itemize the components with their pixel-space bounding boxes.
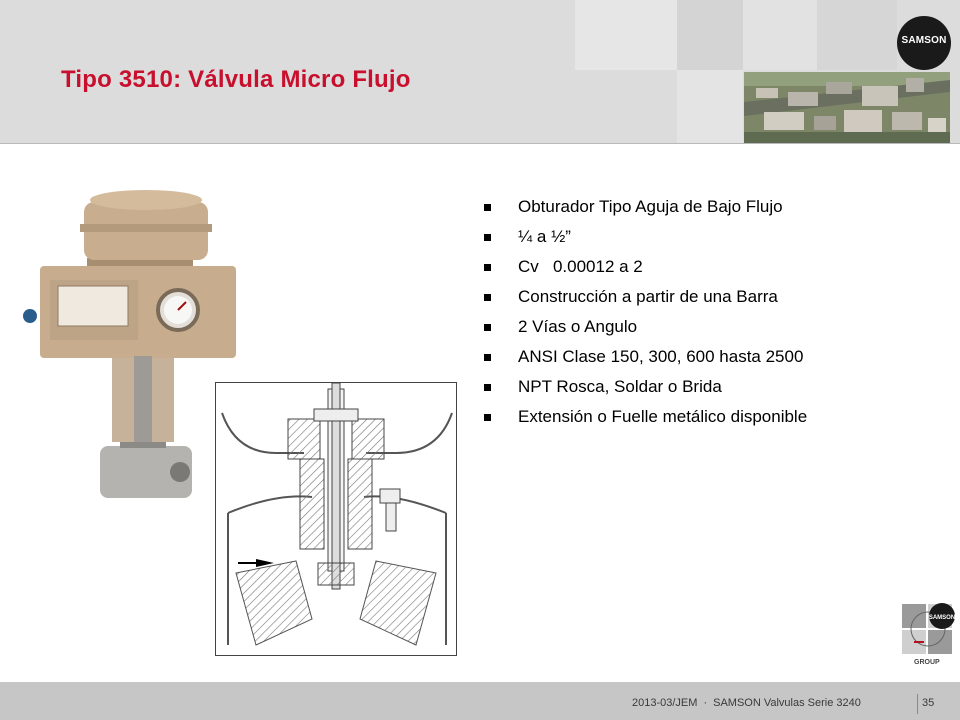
feature-item [484, 282, 807, 312]
feature-item [484, 222, 807, 252]
header-tile [743, 0, 817, 70]
bullet-square-icon [484, 324, 491, 331]
feature-text: NPT Rosca, Soldar o Brida [518, 377, 722, 396]
feature-item [484, 312, 807, 342]
samson-group-logo [900, 596, 956, 668]
bullet-square-icon [484, 294, 491, 301]
feature-item [484, 252, 807, 282]
feature-item [484, 342, 807, 372]
feature-item [484, 192, 807, 222]
header-tile [817, 0, 897, 70]
group-logo-label: GROUP [914, 659, 940, 666]
bullet-square-icon [484, 384, 491, 391]
bullet-square-icon [484, 354, 491, 361]
header-tile [677, 0, 743, 70]
cross-section-drawing [216, 383, 456, 655]
footer-caption [632, 697, 861, 709]
page-number: 35 [922, 697, 935, 709]
bullet-square-icon [484, 234, 491, 241]
feature-text: 2 Vías o Angulo [518, 317, 638, 336]
feature-item [484, 372, 807, 402]
samson-logo-text: SAMSON [901, 35, 947, 46]
aerial-photo [744, 72, 950, 143]
bullet-square-icon [484, 414, 491, 421]
footer-divider [917, 694, 918, 714]
feature-text: Obturador Tipo Aguja de Bajo Flujo [518, 197, 783, 216]
feature-text: ¼ a ½” [518, 227, 571, 246]
footer-series: SAMSON Valvulas Serie 3240 [713, 697, 861, 709]
group-logo-text: SAMSON [928, 615, 956, 621]
bullet-square-icon [484, 264, 491, 271]
header-tile [575, 0, 677, 70]
header-divider [0, 143, 960, 144]
feature-text: Extensión o Fuelle metálico disponible [518, 407, 808, 426]
samson-logo [897, 16, 951, 70]
feature-text: Cv 0.00012 a 2 [518, 257, 643, 276]
header-tile [677, 70, 743, 143]
footer-separator: · [703, 697, 708, 709]
feature-list [484, 192, 807, 432]
feature-text: ANSI Clase 150, 300, 600 hasta 2500 [518, 347, 804, 366]
feature-item [484, 402, 807, 432]
feature-text: Construcción a partir de una Barra [518, 287, 778, 306]
footer-date-author: 2013-03/JEM [632, 697, 698, 709]
slide-title: Tipo 3510: Válvula Micro Flujo [61, 66, 411, 93]
valve-cross-section-diagram [215, 382, 457, 656]
bullet-square-icon [484, 204, 491, 211]
